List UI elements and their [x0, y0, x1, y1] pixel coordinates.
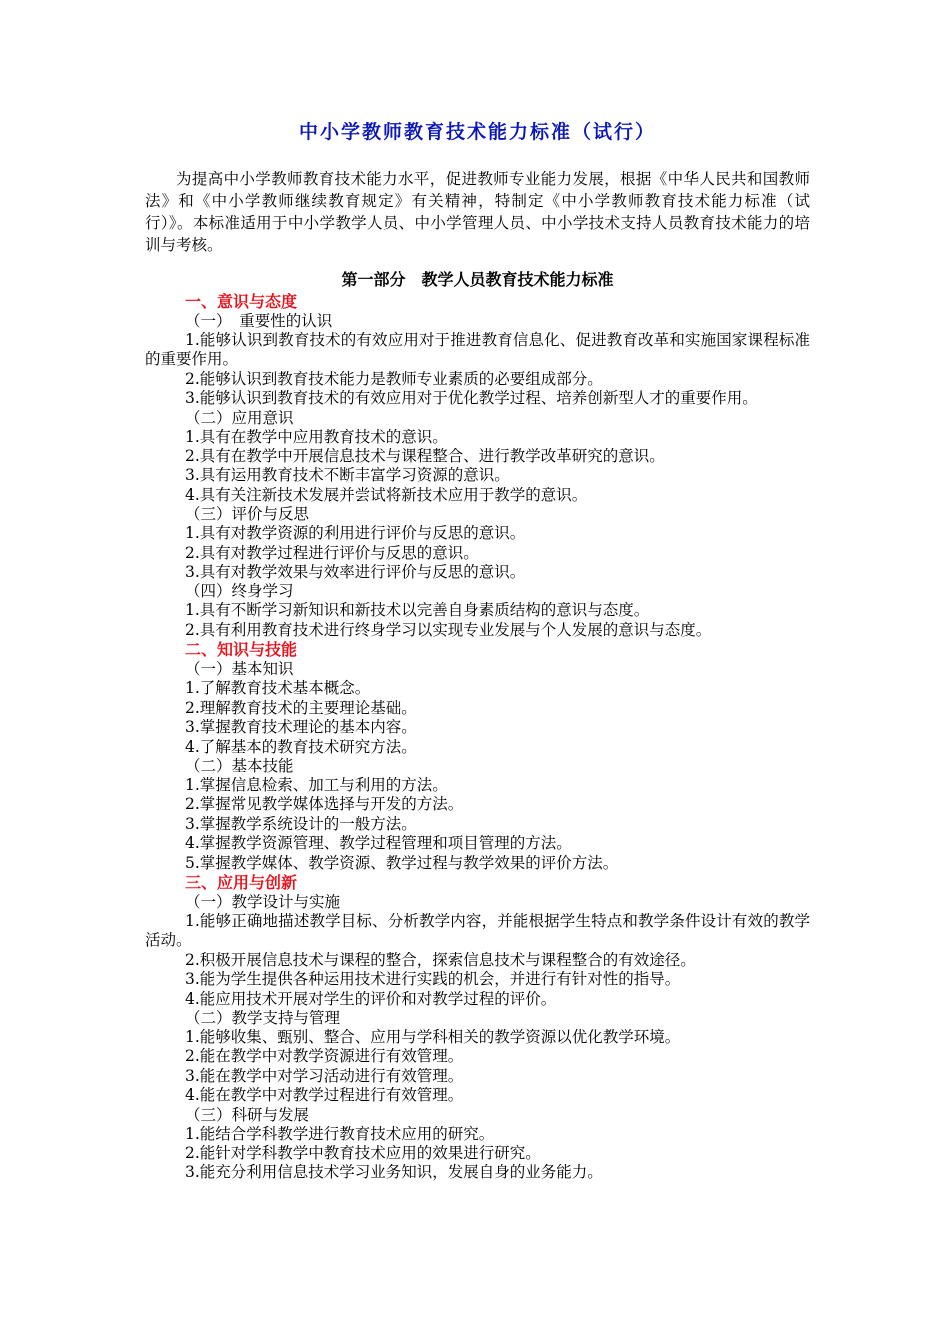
list-item: 1.具有对教学资源的利用进行评价与反思的意识。 — [185, 524, 526, 543]
section-title: 三、应用与创新 — [185, 872, 298, 892]
subsection-title: （四）终身学习 — [185, 582, 294, 601]
list-item: 4.能应用技术开展对学生的评价和对教学过程的评价。 — [185, 989, 557, 1008]
document-title: 中小学教师教育技术能力标准（试行） — [298, 121, 656, 143]
list-item: 3.能充分利用信息技术学习业务知识，发展自身的业务能力。 — [185, 1163, 603, 1182]
list-item: 2.能在教学中对教学资源进行有效管理。 — [185, 1047, 464, 1066]
subsection-title: （二）基本技能 — [185, 756, 294, 775]
list-item: 4.能在教学中对教学过程进行有效管理。 — [185, 1086, 464, 1105]
section-title: 一、意识与态度 — [185, 292, 298, 311]
list-item: 1.能够收集、甄别、整合、应用与学科相关的教学资源以优化教学环境。 — [185, 1027, 681, 1046]
list-item: 1.具有不断学习新知识和新技术以完善自身素质结构的意识与态度。 — [185, 601, 650, 620]
list-item: 1.能结合学科教学进行教育技术应用的研究。 — [185, 1124, 495, 1143]
list-item: 4.了解基本的教育技术研究方法。 — [185, 737, 417, 756]
list-item: 1.能够认识到教育技术的有效应用对于推进教育信息化、促进教育改革和实施国家课程标准的重要作用。 — [145, 331, 810, 369]
list-item: 2.能针对学科教学中教育技术应用的效果进行研究。 — [185, 1144, 541, 1162]
list-item: 2.掌握常见教学媒体选择与开发的方法。 — [185, 795, 464, 814]
subsection-title: （三）评价与反思 — [185, 505, 310, 524]
list-item: 1.了解教育技术基本概念。 — [185, 679, 371, 698]
list-item: 2.理解教育技术的主要理论基础。 — [185, 698, 417, 717]
list-item: 2.具有对教学过程进行评价与反思的意识。 — [185, 543, 479, 562]
section-title: 二、知识与技能 — [185, 640, 298, 660]
subsection-title: （一）教学设计与实施 — [185, 892, 341, 911]
list-item: 1.掌握信息检索、加工与利用的方法。 — [185, 775, 448, 794]
subsection-title: （三）科研与发展 — [185, 1105, 310, 1124]
list-item: 2.具有利用教育技术进行终身学习以实现专业发展与个人发展的意识与态度。 — [185, 620, 712, 639]
list-item: 3.能在教学中对学习活动进行有效管理。 — [185, 1066, 464, 1085]
part-title: 第一部分 教学人员教育技术能力标准 — [341, 270, 614, 289]
intro-paragraph: 为提高中小学教师教育技术能力水平，促进教师专业能力发展，根据《中华人民共和国教师法》和《中小学教师继续教育规定》有关精神，特制定《中小学教师教育技术能力标准（试行）》。本标准适用于中小学教学人员、中小学管理人员、中小学技术支持人员教育技术能力的培训与考核。 — [145, 170, 810, 254]
list-item: 3.具有对教学效果与效率进行评价与反思的意识。 — [185, 563, 526, 582]
list-item: 1.具有在教学中应用教育技术的意识。 — [185, 427, 448, 446]
list-item: 1.能够正确地描述教学目标、分析教学内容，并能根据学生特点和教学条件设计有效的教学活动。 — [145, 911, 810, 950]
subsection-title: （一）基本知识 — [185, 660, 294, 679]
list-item: 2.具有在教学中开展信息技术与课程整合、进行教学改革研究的意识。 — [185, 447, 665, 466]
list-item: 4.具有关注新技术发展并尝试将新技术应用于教学的意识。 — [185, 485, 588, 504]
list-item: 3.能够认识到教育技术的有效应用对于优化教学过程、培养创新型人才的重要作用。 — [185, 389, 758, 408]
document-page — [145, 118, 810, 1183]
list-item: 5.掌握教学媒体、教学资源、教学过程与教学效果的评价方法。 — [185, 853, 619, 872]
list-item: 2.积极开展信息技术与课程的整合，探索信息技术与课程整合的有效途径。 — [185, 950, 696, 969]
list-item: 3.能为学生提供各种运用技术进行实践的机会，并进行有针对性的指导。 — [185, 970, 681, 989]
sections-container — [145, 292, 810, 1183]
subsection-title: （一） 重要性的认识 — [185, 312, 333, 330]
list-item: 3.具有运用教育技术不断丰富学习资源的意识。 — [185, 466, 510, 485]
list-item: 4.掌握教学资源管理、教学过程管理和项目管理的方法。 — [185, 834, 572, 853]
list-item: 3.掌握教学系统设计的一般方法。 — [185, 814, 417, 833]
list-item: 2.能够认识到教育技术能力是教师专业素质的必要组成部分。 — [185, 369, 603, 388]
subsection-title: （二）应用意识 — [185, 408, 294, 427]
subsection-title: （二）教学支持与管理 — [185, 1008, 341, 1027]
list-item: 3.掌握教育技术理论的基本内容。 — [185, 718, 417, 737]
